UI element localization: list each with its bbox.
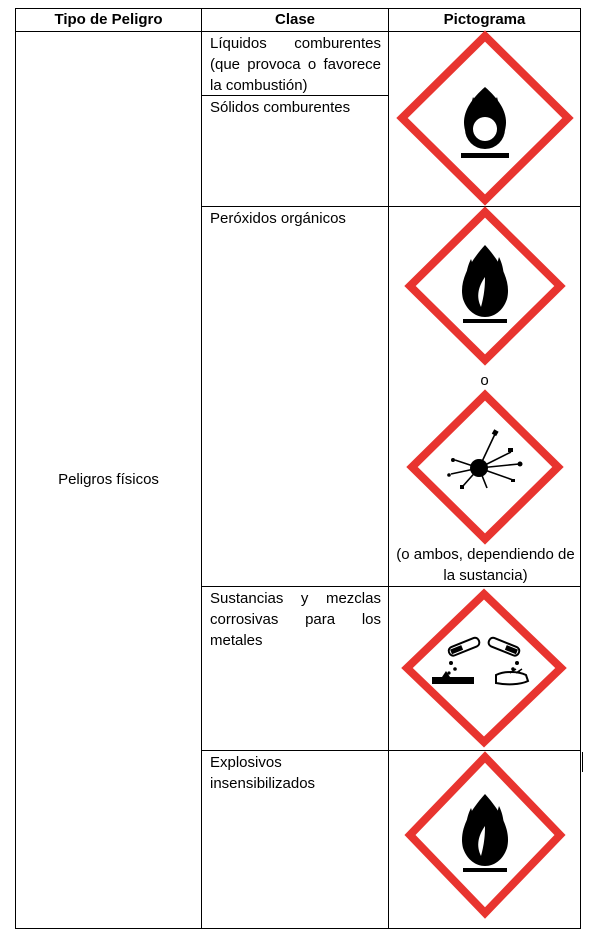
header-pictogram: Pictograma: [443, 11, 526, 28]
header-hazard-type: Tipo de Peligro: [54, 11, 163, 28]
class-corrosive-to-metals: Sustancias y mezclas corrosivas para los metales: [210, 590, 381, 649]
column-divider: [201, 8, 202, 929]
class-desensitized-explosives: Explosivos insensibilizados: [210, 754, 316, 792]
class-oxidizing-solids: Sólidos comburentes: [210, 99, 351, 116]
column-divider: [388, 8, 389, 929]
row-divider: [201, 750, 581, 751]
hazard-type-label: Peligros físicos: [58, 471, 159, 488]
flame-icon: [405, 207, 565, 365]
pictogram-note: (o ambos, dependiendo de la sustancia): [396, 546, 575, 584]
stray-vertical-mark: [582, 752, 583, 772]
exploding-bomb-icon: [407, 390, 563, 544]
corrosion-icon: [402, 589, 566, 747]
pictogram-separator-o: o: [480, 372, 489, 389]
flame-icon: [405, 752, 565, 918]
border-bottom: [15, 928, 581, 929]
flame-over-circle-icon: [397, 31, 573, 205]
row-divider: [201, 586, 581, 587]
border-right: [580, 8, 581, 929]
class-organic-peroxides: Peróxidos orgánicos: [210, 210, 346, 227]
header-class: Clase: [274, 11, 316, 28]
class-oxidizing-liquids: Líquidos comburentes (que provoca o favorece la combustión): [210, 35, 381, 94]
